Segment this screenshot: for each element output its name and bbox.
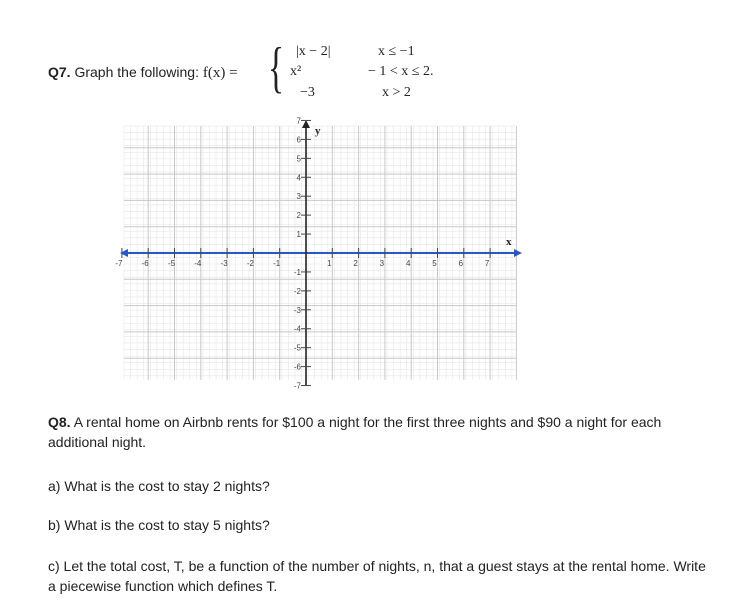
y-tick-label: -5 (293, 343, 301, 353)
y-tick-label: 7 (296, 116, 301, 126)
y-axis-arrow (302, 120, 310, 128)
y-tick-label: -2 (293, 286, 301, 296)
piece-2-condition: − 1 < x ≤ 2. (368, 64, 434, 79)
x-axis-arrow-right (514, 249, 522, 257)
y-axis-label: y (315, 125, 321, 137)
function-name: f(x) = (202, 65, 238, 81)
coordinate-grid[interactable] (115, 116, 530, 391)
y-tick-label: -1 (293, 267, 301, 277)
q8-part-a: a) What is the cost to stay 2 nights? (48, 478, 270, 494)
x-tick-label: -1 (273, 259, 281, 268)
x-tick-label: 7 (484, 259, 490, 268)
piece-3-expr: −3 (300, 85, 315, 100)
x-tick-label: 6 (458, 259, 464, 268)
y-tick-label: -3 (293, 305, 301, 315)
q8-label: Q8. (48, 414, 71, 430)
q8-text: A rental home on Airbnb rents for $100 a night for the first three nights and $90 a night for each additional night. (48, 414, 662, 450)
q8-part-b: b) What is the cost to stay 5 nights? (48, 517, 270, 533)
x-tick-label: -7 (115, 259, 123, 268)
y-tick-label: 4 (296, 173, 301, 183)
q8-part-c: c) Let the total cost, T, be a function of the number of nights, n, that a guest stays at the rental home. Write a piecewise function which defines T. (48, 558, 706, 594)
x-tick-label: 2 (353, 259, 358, 268)
x-tick-label: -5 (167, 259, 176, 268)
piece-3-condition: x > 2 (382, 85, 411, 100)
q7-prompt (48, 64, 238, 82)
x-tick-label: -2 (246, 259, 254, 268)
x-tick-label: -6 (141, 259, 149, 268)
q7-prompt-text: Graph the following: (74, 64, 199, 80)
q7-label: Q7. (48, 64, 71, 80)
y-tick-label: 5 (296, 154, 301, 164)
q8-statement (48, 412, 708, 452)
y-tick-label: 3 (296, 192, 301, 202)
x-tick-label: 4 (405, 259, 411, 268)
y-tick-label: 6 (296, 135, 301, 145)
y-tick-label: -7 (293, 381, 301, 391)
x-tick-label: 5 (432, 259, 437, 268)
piece-1-condition: x ≤ −1 (378, 44, 415, 59)
piecewise-brace: { (268, 37, 285, 99)
piece-2-expr: x² (290, 64, 302, 79)
piece-1-expr: |x − 2| (296, 44, 331, 59)
x-tick-label: -3 (220, 259, 228, 268)
x-axis-label: x (506, 236, 512, 248)
x-tick-label: 3 (379, 259, 385, 268)
y-tick-label: 1 (296, 230, 301, 240)
y-tick-label: -6 (293, 362, 301, 372)
x-tick-label: -4 (194, 259, 202, 268)
y-tick-label: 2 (296, 211, 301, 221)
y-tick-label: -4 (293, 324, 301, 334)
x-tick-label: 1 (327, 259, 332, 268)
